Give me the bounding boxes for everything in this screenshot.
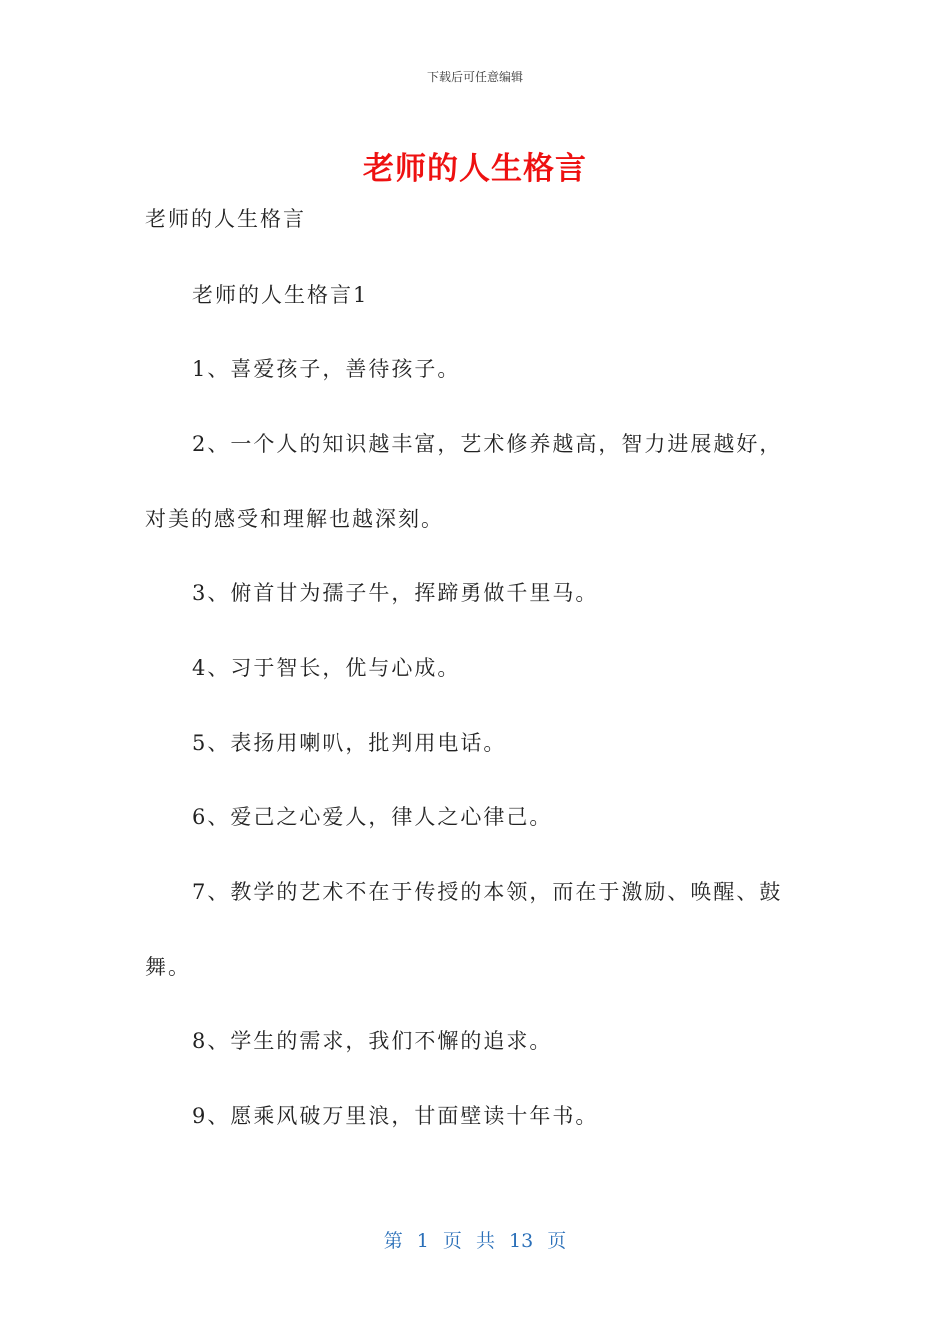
quote-item-2: 2、一个人的知识越丰富，艺术修养越高，智力进展越好， [192, 432, 783, 456]
document-title: 老师的人生格言 [363, 151, 587, 187]
quote-item-9: 9、愿乘风破万里浪，甘面壁读十年书。 [192, 1104, 599, 1128]
quote-item-3: 3、俯首甘为孺子牛，挥蹄勇做千里马。 [192, 581, 599, 605]
quote-item-5: 5、表扬用喇叭，批判用电话。 [192, 731, 507, 755]
section-heading: 老师的人生格言1 [192, 283, 369, 307]
page-number-footer: 第 1 页 共 13 页 [383, 1230, 567, 1252]
document-intro: 老师的人生格言 [145, 207, 306, 231]
quote-item-4: 4、习于智长，优与心成。 [192, 656, 461, 680]
page-header-note: 下载后可任意编辑 [426, 70, 523, 84]
quote-item-2-continued: 对美的感受和理解也越深刻。 [145, 507, 444, 531]
quote-item-7-continued: 舞。 [145, 955, 191, 979]
quote-item-8: 8、学生的需求，我们不懈的追求。 [192, 1029, 553, 1053]
quote-item-7: 7、教学的艺术不在于传授的本领，而在于激励、唤醒、鼓 [192, 880, 783, 904]
quote-item-6: 6、爱己之心爱人，律人之心律己。 [192, 805, 553, 829]
quote-item-1: 1、喜爱孩子，善待孩子。 [192, 357, 461, 381]
